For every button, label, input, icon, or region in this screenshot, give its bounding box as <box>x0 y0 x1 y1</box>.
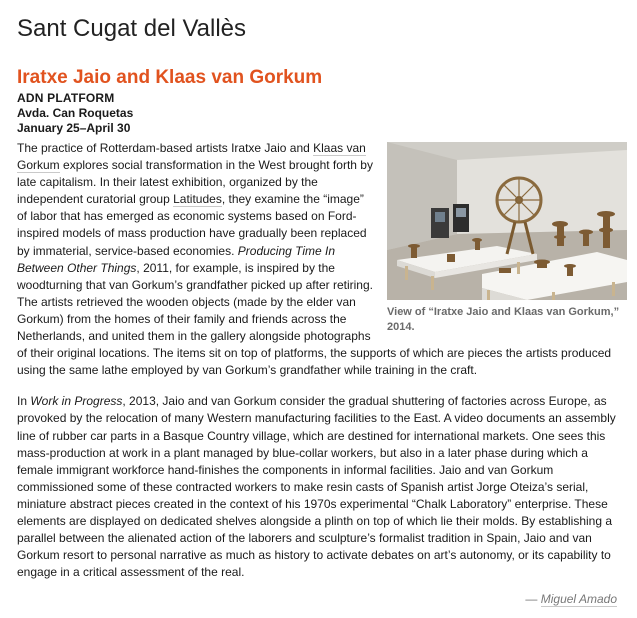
gallery-address: Avda. Can Roquetas <box>17 106 134 120</box>
paragraph-1-text-a: The practice of Rotterdam-based artists Iratxe Jaio and <box>17 141 314 155</box>
byline-dash: — <box>525 592 541 607</box>
author-link[interactable]: Miguel Amado <box>540 592 617 607</box>
paragraph-1-text-d: , 2011, for example, is inspired by the woodturning that van Gorkum’s grandfather picked up after retiring. The artists retrieved the wooden objects (made by the elder van Gorkum) from the homes of their family and friends across the Netherlands, and united them in the gallery alongside photographs of their original locations. The items sit on top of platforms, the supports of which are pieces the artists produced using the same lathe employed by van Gorkum’s grandfather while training in the craft. <box>17 260 612 378</box>
exhibition-meta <box>17 91 627 136</box>
byline <box>17 591 617 607</box>
curators-link[interactable]: Latitudes <box>173 192 222 207</box>
artists-link[interactable]: Klaas van Gorkum <box>17 141 366 173</box>
exhibition-title: Iratxe Jaio and Klaas van Gorkum <box>17 67 323 88</box>
photo-caption: View of “Iratxe Jaio and Klaas van Gorkum,” 2014. <box>387 306 620 333</box>
paragraph-2-text-b: , 2013, Jaio and van Gorkum consider the gradual shuttering of factories across Europe, as provoked by the relocation of many Western manufacturing facilities to the East. A video documents an assembly line of rubber car parts in a Basque Country village, which are destined for international markets. One sees this mass-production at work in a plant managed by blue-collar workers, but also in a later phase during which a female immigrant workforce hand-finishes the components in informal facilities. Jaio and van Gorkum commissioned some of these contracted workers to make resin casts of Spanish artist Jorge Oteiza’s serial, miniature abstract pieces created in the context of his 1970s experimental “Chalk Laboratory” enterprise. These elements are displayed on dedicated shelves alongside a plinth on top of which lie their molds. By establishing a parallel between the alienated action of the laborers and sculpture’s formalist tradition in Spain, Jaio and van Gorkum resort to personal narrative as much as history to activate debates on art’s autonomy, or its capability to engage in a critical assessment of the real. <box>17 394 616 580</box>
paragraph-2 <box>17 393 627 581</box>
exhibition-figure <box>387 142 627 335</box>
city-heading: Sant Cugat del Vallès <box>17 15 247 42</box>
review-page <box>17 14 627 607</box>
work-title-producing-time: Producing Time In Between Other Things <box>17 243 336 275</box>
paragraph-1-text-c: , they examine the “image” of labor that has emerged as economic systems based on Ford-inspired models of mass production have gradually been replaced by immaterial, service-based economies. <box>17 192 367 258</box>
exhibition-dates: January 25–April 30 <box>17 121 131 135</box>
paragraph-1-text-b: explores social transformation in the West brought forth by late capitalism. In their latest exhibition, organized by the independent curatorial group <box>17 158 373 207</box>
gallery-name: ADN PLATFORM <box>17 91 115 105</box>
work-title-work-in-progress: Work in Progress <box>30 394 123 409</box>
paragraph-2-text-a: In <box>17 394 31 409</box>
installation-photo[interactable] <box>387 142 627 300</box>
